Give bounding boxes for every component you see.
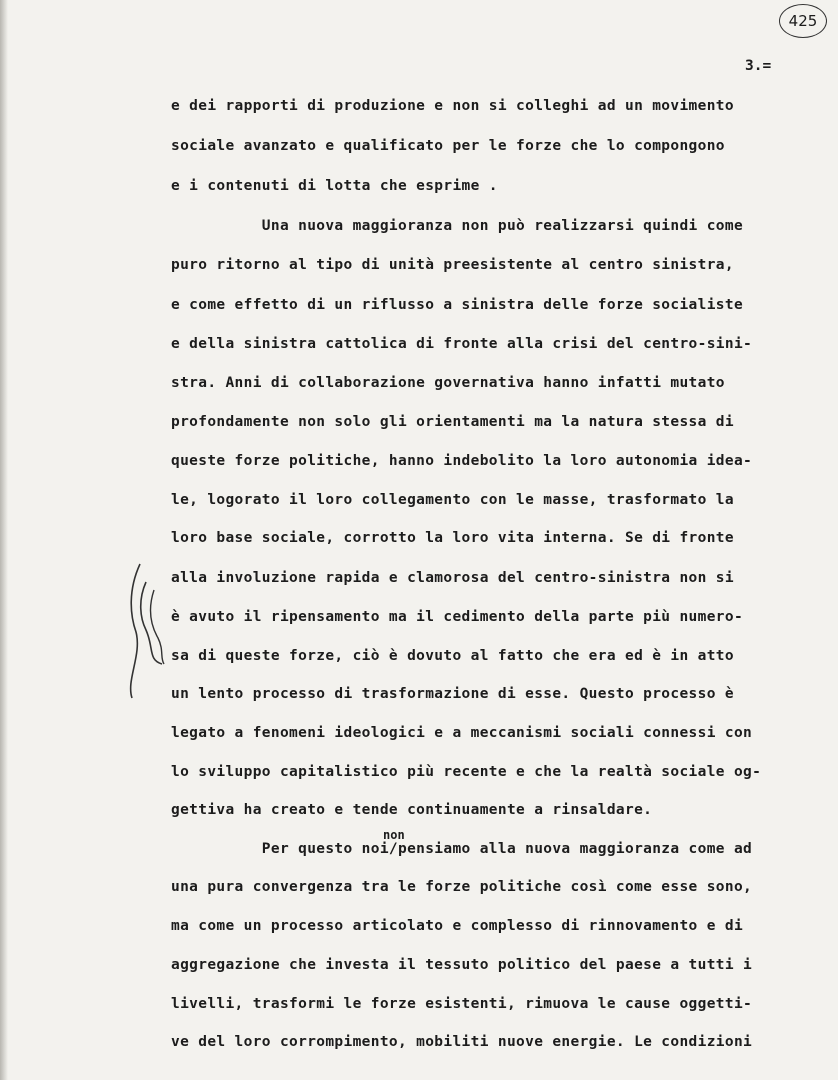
text-line: e dei rapporti di produzione e non si colleghi ad un movimento	[171, 98, 734, 114]
text-line: gettiva ha creato e tende continuamente a rinsaldare.	[171, 802, 653, 818]
text-line: livelli, trasformi le forze esistenti, rimuova le cause oggetti-	[171, 996, 753, 1012]
text-line: e della sinistra cattolica di fronte alla crisi del centro-sini-	[171, 336, 753, 352]
margin-bracket-mark	[118, 560, 168, 702]
text-line: queste forze politiche, hanno indebolito la loro autonomia idea-	[171, 453, 753, 469]
text-line: una pura convergenza tra le forze politiche così come esse sono,	[171, 879, 753, 895]
page-number: 3.=	[745, 58, 772, 74]
text-line: e i contenuti di lotta che esprime .	[171, 178, 498, 194]
text-line: sa di queste forze, ciò è dovuto al fatto che era ed è in atto	[171, 648, 734, 664]
text-line: è avuto il ripensamento ma il cedimento della parte più numero-	[171, 609, 744, 625]
text-line: ma come un processo articolato e complesso di rinnovamento e di	[171, 918, 744, 934]
text-line: stra. Anni di collaborazione governativa hanno infatti mutato	[171, 375, 725, 391]
text-line: Una nuova maggioranza non può realizzarsi quindi come	[171, 218, 744, 234]
text-line: aggregazione che investa il tessuto politico del paese a tutti i	[171, 957, 753, 973]
archive-number: 425	[788, 12, 818, 30]
text-line: Per questo noi/pensiamo alla nuova maggioranza come ad	[171, 841, 753, 857]
text-line: puro ritorno al tipo di unità preesistente al centro sinistra,	[171, 257, 734, 273]
text-line: profondamente non solo gli orientamenti ma la natura stessa di	[171, 414, 734, 430]
text-line: lo sviluppo capitalistico più recente e che la realtà sociale og-	[171, 764, 762, 780]
text-line: un lento processo di trasformazione di esse. Questo processo è	[171, 686, 734, 702]
text-line: alla involuzione rapida e clamorosa del centro-sinistra non si	[171, 570, 734, 586]
handwritten-insertion: non	[383, 828, 405, 842]
archive-number-stamp	[779, 4, 827, 38]
text-line: legato a fenomeni ideologici e a meccanismi sociali connessi con	[171, 725, 753, 741]
text-line: le, logorato il loro collegamento con le masse, trasformato la	[171, 492, 734, 508]
text-line: loro base sociale, corrotto la loro vita interna. Se di fronte	[171, 530, 734, 546]
text-line: e come effetto di un riflusso a sinistra delle forze socialiste	[171, 297, 744, 313]
text-line: sociale avanzato e qualificato per le forze che lo compongono	[171, 138, 725, 154]
text-line: ve del loro corrompimento, mobiliti nuove energie. Le condizioni	[171, 1034, 753, 1050]
